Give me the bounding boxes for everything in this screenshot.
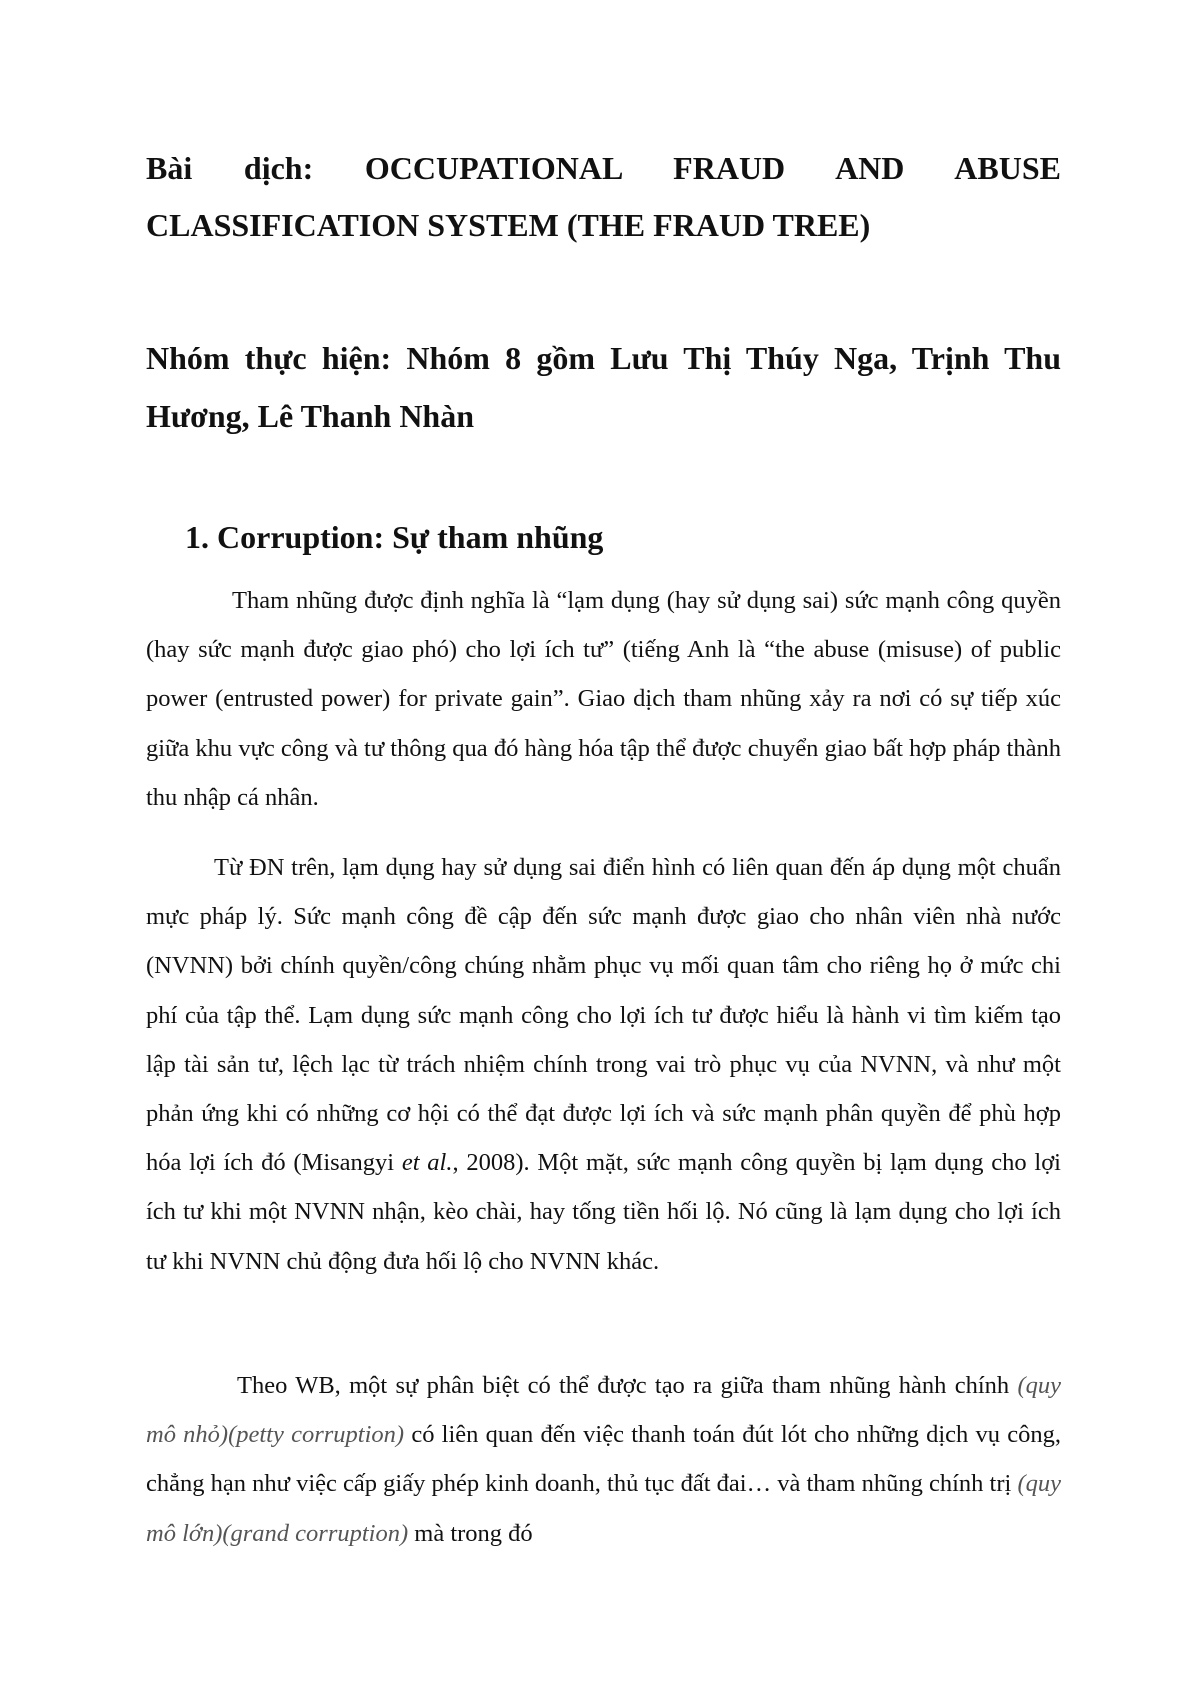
paragraph-text-segment: Theo WB, một sự phân biệt có thể được tạo ra giữa tham nhũng hành chính	[237, 1372, 1018, 1399]
grand-corruption-term: (quy mô lớn)(grand corruption)	[146, 1470, 1061, 1547]
citation-emphasis: et al.	[401, 1149, 453, 1177]
paragraph-wb-distinction	[146, 1361, 1061, 1558]
authors-line: Nhóm thực hiện: Nhóm 8 gồm Lưu Thị Thúy Nga, Trịnh Thu Hương, Lê Thanh Nhàn	[146, 340, 1061, 434]
section-heading: 1. Corruption: Sự tham nhũng	[185, 519, 604, 555]
paragraph-text-segment: Từ ĐN trên, lạm dụng hay sử dụng sai điển hình có liên quan đến áp dụng một chuẩn mực pháp lý. Sức mạnh công đề cập đến sức mạnh được giao cho nhân viên nhà nước (NVNN) bởi chính quyền/công chúng nhằm phục vụ mối quan tâm cho riêng họ ở mức chi phí của tập thể. Lạm dụng sức mạnh công cho lợi ích tư được hiểu là hành vi tìm kiếm tạo lập tài sản tư, lệch lạc từ trách nhiệm chính trong vai trò phục vụ của NVNN, và như một phản ứng khi có những cơ hội có thể đạt được lợi ích và sức mạnh phân quyền để phù hợp hóa lợi ích đó (Misangyi	[146, 854, 1061, 1177]
paragraph-text-segment: mà trong đó	[408, 1519, 533, 1547]
document-title: Bài dịch: OCCUPATIONAL FRAUD AND ABUSE CLASSIFICATION SYSTEM (THE FRAUD TREE)	[146, 150, 1061, 243]
paragraph-explanation	[146, 843, 1061, 1286]
paragraph-text-segment: có liên quan đến việc thanh toán đút lót cho những dịch vụ công, chẳng hạn như việc cấp giấy phép kinh doanh, thủ tục đất đai… và tham nhũng chính trị	[146, 1421, 1061, 1498]
paragraph-definition: Tham nhũng được định nghĩa là “lạm dụng (hay sử dụng sai) sức mạnh công quyền (hay sức mạnh được giao phó) cho lợi ích tư” (tiếng Anh là “the abuse (misuse) of public power (entrusted power) for private gain”. Giao dịch tham nhũng xảy ra nơi có sự tiếp xúc giữa khu vực công và tư thông qua đó hàng hóa tập thể được chuyển giao bất hợp pháp thành thu nhập cá nhân.	[146, 587, 1061, 811]
petty-corruption-term: (quy mô nhỏ)(petty corruption)	[146, 1372, 1061, 1449]
paragraph-text-segment: , 2008). Một mặt, sức mạnh công quyền bị lạm dụng cho lợi ích tư khi một NVNN nhận, kèo chài, hay tống tiền hối lộ. Nó cũng là lạm dụng cho lợi ích tư khi NVNN chủ động đưa hối lộ cho NVNN khác.	[146, 1149, 1061, 1275]
